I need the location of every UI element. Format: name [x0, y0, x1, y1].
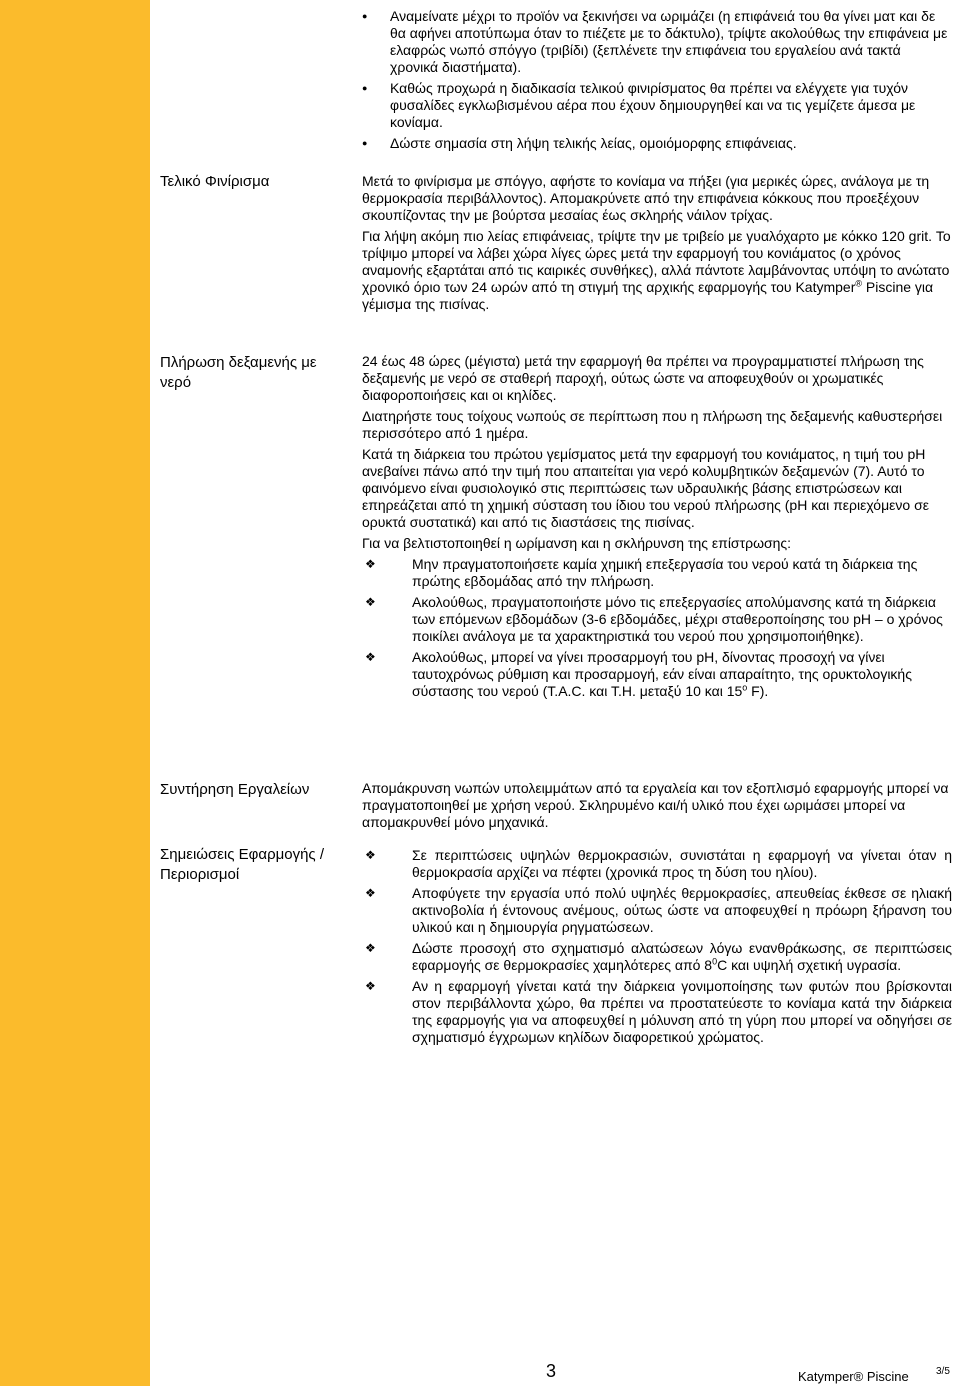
registered-mark: ®	[855, 278, 862, 289]
list-item	[362, 847, 952, 881]
left-accent-bar	[0, 0, 150, 1386]
list-item-text: Σε περιπτώσεις υψηλών θερμοκρασιών, συνιστάται η εφαρμογή να γίνεται όταν η θερμοκρασία αρχίζει να πέφτει (χρονικά προς τη δύση του ηλίου).	[412, 847, 952, 880]
tools-section	[362, 780, 952, 835]
paragraph	[362, 228, 952, 313]
paragraph: Μετά το φινίρισμα με σπόγγο, αφήστε το κονίαμα να πήξει (για μερικές ώρες, ανάλογα με τη θερμοκρασία περιβάλλοντος). Απομακρύνετε από την επιφάνεια κόκκους που προεξέχουν σκουπίζοντας την με βούρτσα μεσαίας έως σκληρής νάιλον τρίχας.	[362, 173, 930, 223]
section-label-notes: Σημειώσεις Εφαρμογής / Περιορισμοί	[160, 846, 324, 883]
diamond-bullet-icon: ❖	[365, 595, 376, 609]
diamond-bullet-icon: ❖	[365, 557, 376, 571]
list-item-text: Αποφύγετε την εργασία υπό πολύ υψηλές θερμοκρασίες, απευθείας έκθεσε σε ηλιακή ακτινοβολία ή έντονους ανέμους, ούτως ώστε να αποφευχθεί η πρόωρη ξήρανση του υλικού και η δημιουργία ρηγματώσεων.	[412, 885, 952, 935]
paragraph-text: Piscine για γέμισμα της πισίνας.	[362, 279, 934, 312]
bullet-icon: ●	[362, 11, 368, 21]
product-name: Katymper® Piscine	[798, 1369, 909, 1384]
list-item-text: Καθώς προχωρά η διαδικασία τελικού φινιρίσματος θα πρέπει να ελέγχετε για τυχόν φυσαλίδες εγκλωβισμένου αέρα που έχουν δημιουργηθεί και να τις γεμίζετε άμεσα με κονίαμα.	[390, 80, 916, 130]
paragraph: 24 έως 48 ώρες (μέγιστα) μετά την εφαρμογή θα πρέπει να προγραμματιστεί πλήρωση της δεξαμενής με νερό σε σταθερή παροχή, ούτως ώστε να αποφευχθούν οι χρωματικές διαφοροποιήσεις και οι κηλίδες.	[362, 353, 924, 403]
finishing-section	[362, 173, 952, 317]
list-item	[362, 80, 952, 131]
diamond-bullet-icon: ❖	[365, 979, 376, 993]
section-label-finishing: Τελικό Φινίρισμα	[160, 173, 270, 190]
diamond-bullet-icon: ❖	[365, 886, 376, 900]
diamond-bullet-icon: ❖	[365, 848, 376, 862]
section-label-filling: Πλήρωση δεξαμενής με νερό	[160, 354, 317, 391]
section-label-tools: Συντήρηση Εργαλείων	[160, 781, 310, 798]
filling-section	[362, 353, 952, 704]
list-item	[362, 8, 952, 76]
bullet-icon: ●	[362, 138, 368, 148]
diamond-bullet-icon: ❖	[365, 650, 376, 664]
notes-section	[362, 847, 952, 1050]
list-item-text: Αν η εφαρμογή γίνεται κατά την διάρκεια γονιμοποίησης των φυτών που βρίσκονται στον περιβάλλοντα χώρο, θα πρέπει να προστατεύεστε το κονίαμα κατά την διάρκεια της εφαρμογής για να αποφευχθεί η μόλυνση από τη γύρη που μπορεί να οδηγήσει σε σχηματισμό έγχρωμων κηλίδων διαφορετικού χρώματος.	[412, 978, 952, 1045]
paragraph: Απομάκρυνση νωπών υπολειμμάτων από τα εργαλεία και τον εξοπλισμό εφαρμογής μπορεί να πραγματοποιηθεί με χρήση νερού. Σκληρυμένο και/ή υλικό που έχει ωριμάσει μπορεί να απομακρυνθεί μόνο μηχανικά.	[362, 780, 949, 830]
list-item-text: Ακολούθως, μπορεί να γίνει προσαρμογή του pH, δίνοντας προσοχή να γίνει ταυτοχρόνως ρύθμιση και προσαρμογή, εάν είναι απαραίτητο, της ορυκτολογικής σύστασης του νερού (Τ.Α.C. και Τ.Η. μεταξύ 10 και 15$^o$ F).	[412, 649, 912, 699]
paragraph: Διατηρήστε τους τοίχους νωπούς σε περίπτωση που η πλήρωση της δεξαμενής καθυστερήσει περισσότερο από 1 ημέρα.	[362, 408, 943, 441]
list-item	[362, 135, 952, 152]
list-item	[362, 885, 952, 936]
list-item	[362, 556, 952, 590]
list-item	[362, 649, 952, 700]
list-item	[362, 940, 952, 974]
list-item-text: Αναμείνατε μέχρι το προϊόν να ξεκινήσει να ωριμάζει (η επιφάνειά του θα γίνει ματ και δε θα αφήνει αποτύπωμα όταν το πιέζετε με το δάκτυλο), τρίψτε ακολούθως την επιφάνεια με ελαφρώς νωπό σπόγγο (τριβίδι) (ξεπλένετε την επιφάνεια του εργαλείου ανά τακτά χρονικά διαστήματα).	[390, 8, 948, 75]
intro-section	[362, 8, 952, 156]
paragraph: Για να βελτιστοποιηθεί η ωρίμανση και η σκλήρυνση της επίστρωσης:	[362, 535, 792, 551]
page-number: 3	[546, 1361, 557, 1381]
paragraph-text: Για λήψη ακόμη πιο λείας επιφάνειας, τρίψτε την με τριβείο με γυαλόχαρτο με κόκκο 120 grit. Το τρίψιμο μπορεί να λάβει χώρα λίγες ώρες μετά την εφαρμογή του κονιάματος (ο χρόνος αναμονής εξαρτάται από τις καιρικές συνθήκες), αλλά πάντοτε λαμβάνοντας υπόψη το ανώτατο χρονικό όριο των 24 ωρών από τη στιγμή της αρχικής εφαρμογής του Katymper	[362, 228, 951, 295]
diamond-bullet-icon: ❖	[365, 941, 376, 955]
list-item	[362, 978, 952, 1046]
bullet-icon: ●	[362, 83, 368, 93]
list-item-text: Δώστε προσοχή στο σχηματισμό αλατώσεων λόγω ενανθράκωσης, σε περιπτώσεις εφαρμογής σε θερμοκρασίες χαμηλότερες από $8^0C$ και υψηλή σχετική υγρασία.	[412, 940, 952, 973]
list-item-text: Μην πραγματοποιήσετε καμία χημική επεξεργασία του νερού κατά τη διάρκεια της πρώτης εβδομάδας από την πλήρωση.	[412, 556, 918, 589]
page-count: 3/5	[936, 1366, 950, 1377]
list-item	[362, 594, 952, 645]
list-item-text: Ακολούθως, πραγματοποιήστε μόνο τις επεξεργασίες απολύμανσης κατά τη διάρκεια των επόμενων εβδομάδων (3-6 εβδομάδες, μέχρι σταθεροποίησης του pH – ο χρόνος ποικίλει ανάλογα με τα χαρακτηριστικά του νερού που χρησιμοποιήθηκε).	[412, 594, 943, 644]
paragraph: Κατά τη διάρκεια του πρώτου γεμίσματος μετά την εφαρμογή του κονιάματος, η τιμή του pH ανεβαίνει πάνω από την τιμή που απαιτείται για νερό κολυμβητικών δεξαμενών (7). Αυτό το φαινόμενο είναι φυσιολογικό στις περιπτώσεις των υδραυλικής βάσης επιστρώσεων και επηρεάζεται από τη χημική σύσταση του ίδιου του νερού πλήρωσης (pH και περιεχόμενο σε ορυκτά συστατικά) και από τις διαστάσεις της πισίνας.	[362, 446, 929, 530]
list-item-text: Δώστε σημασία στη λήψη τελικής λείας, ομοιόμορφης επιφάνειας.	[390, 135, 797, 151]
